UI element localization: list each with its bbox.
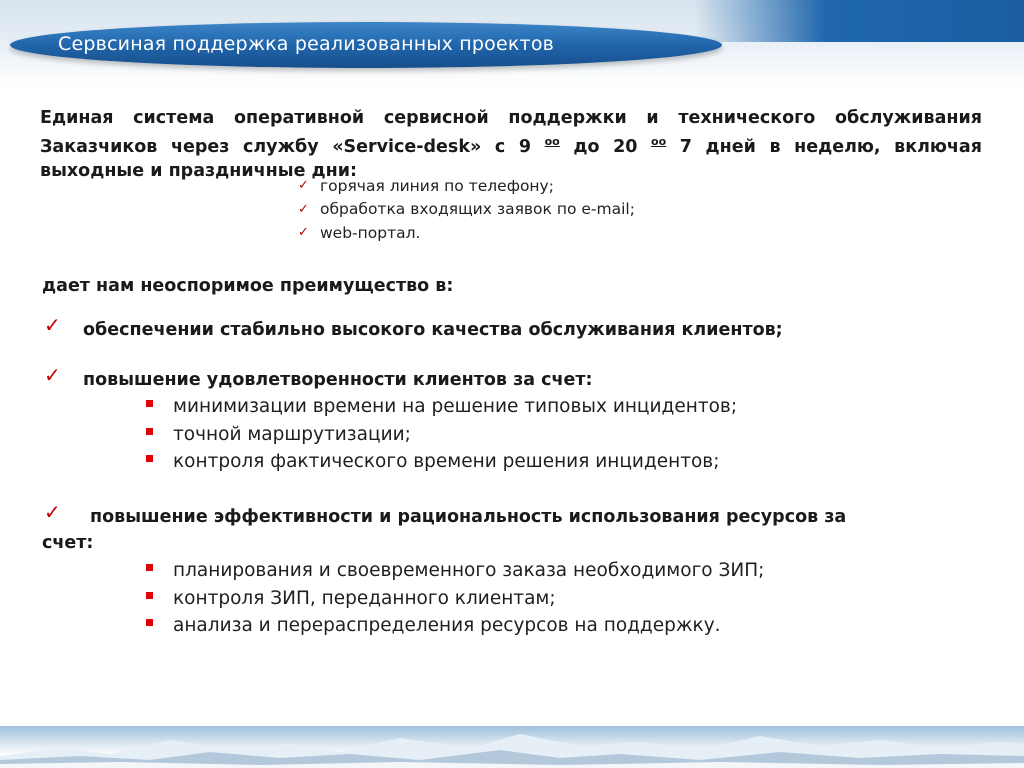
square-bullet-icon — [146, 564, 153, 571]
square-bullet-icon — [146, 619, 153, 626]
channel-item — [298, 174, 635, 198]
channel-label: обработка входящих заявок по e-mail; — [320, 200, 635, 219]
check-icon: ✓ — [44, 313, 61, 337]
benefit-sublist — [146, 557, 764, 640]
list-item-label: анализа и перераспределения ресурсов на поддержку. — [173, 615, 721, 637]
benefit-title: повышение эффективности и рациональность использования ресурсов за — [90, 507, 847, 527]
list-item — [146, 393, 737, 421]
square-bullet-icon — [146, 400, 153, 407]
list-item-label: точной маршрутизации; — [173, 423, 411, 445]
list-item — [146, 585, 764, 613]
intro-sup-1: оо — [544, 135, 560, 148]
square-bullet-icon — [146, 592, 153, 599]
intro-sup-2: оо — [651, 135, 667, 148]
intro-paragraph — [40, 106, 982, 183]
benefit-title-cont: счет: — [42, 533, 94, 553]
mountains-decoration — [0, 726, 1024, 768]
intro-text-2: до 20 — [559, 137, 652, 157]
benefit-sublist — [146, 393, 737, 476]
square-bullet-icon — [146, 455, 153, 462]
check-icon: ✓ — [44, 500, 61, 524]
header-sky — [694, 0, 1024, 42]
channel-label: горячая линия по телефону; — [320, 176, 554, 195]
intro-text-3: 7 дней в неделю, включая выходные и праздничные дни: — [40, 137, 982, 181]
list-item — [146, 421, 737, 449]
channel-list — [298, 174, 635, 245]
list-item — [146, 557, 764, 585]
list-item-label: планирования и своевременного заказа необходимого ЗИП; — [173, 560, 765, 582]
check-icon: ✓ — [298, 225, 309, 241]
list-item-label: контроля фактического времени решения инцидентов; — [173, 451, 720, 473]
page-title: Сервсиная поддержка реализованных проектов — [58, 33, 555, 55]
channel-item — [298, 221, 635, 245]
benefit-title: повышение удовлетворенности клиентов за счет: — [83, 370, 593, 390]
benefit-title: обеспечении стабильно высокого качества обслуживания клиентов; — [83, 320, 783, 340]
footer-background — [0, 726, 1024, 768]
list-item-label: минимизации времени на решение типовых инцидентов; — [173, 396, 738, 418]
list-item-label: контроля ЗИП, переданного клиентам; — [173, 587, 556, 609]
intro-text-1: Единая система оперативной сервисной поддержки и технического обслуживания Заказчиков через службу «Service-desk» с 9 — [40, 108, 982, 157]
channel-label: web-портал. — [320, 223, 421, 242]
square-bullet-icon — [146, 428, 153, 435]
channel-item — [298, 198, 635, 222]
lead-text: дает нам неоспоримое преимущество в: — [42, 276, 454, 296]
check-icon: ✓ — [298, 178, 309, 194]
check-icon: ✓ — [298, 201, 309, 217]
check-icon: ✓ — [44, 363, 61, 387]
list-item — [146, 612, 764, 640]
list-item — [146, 448, 737, 476]
